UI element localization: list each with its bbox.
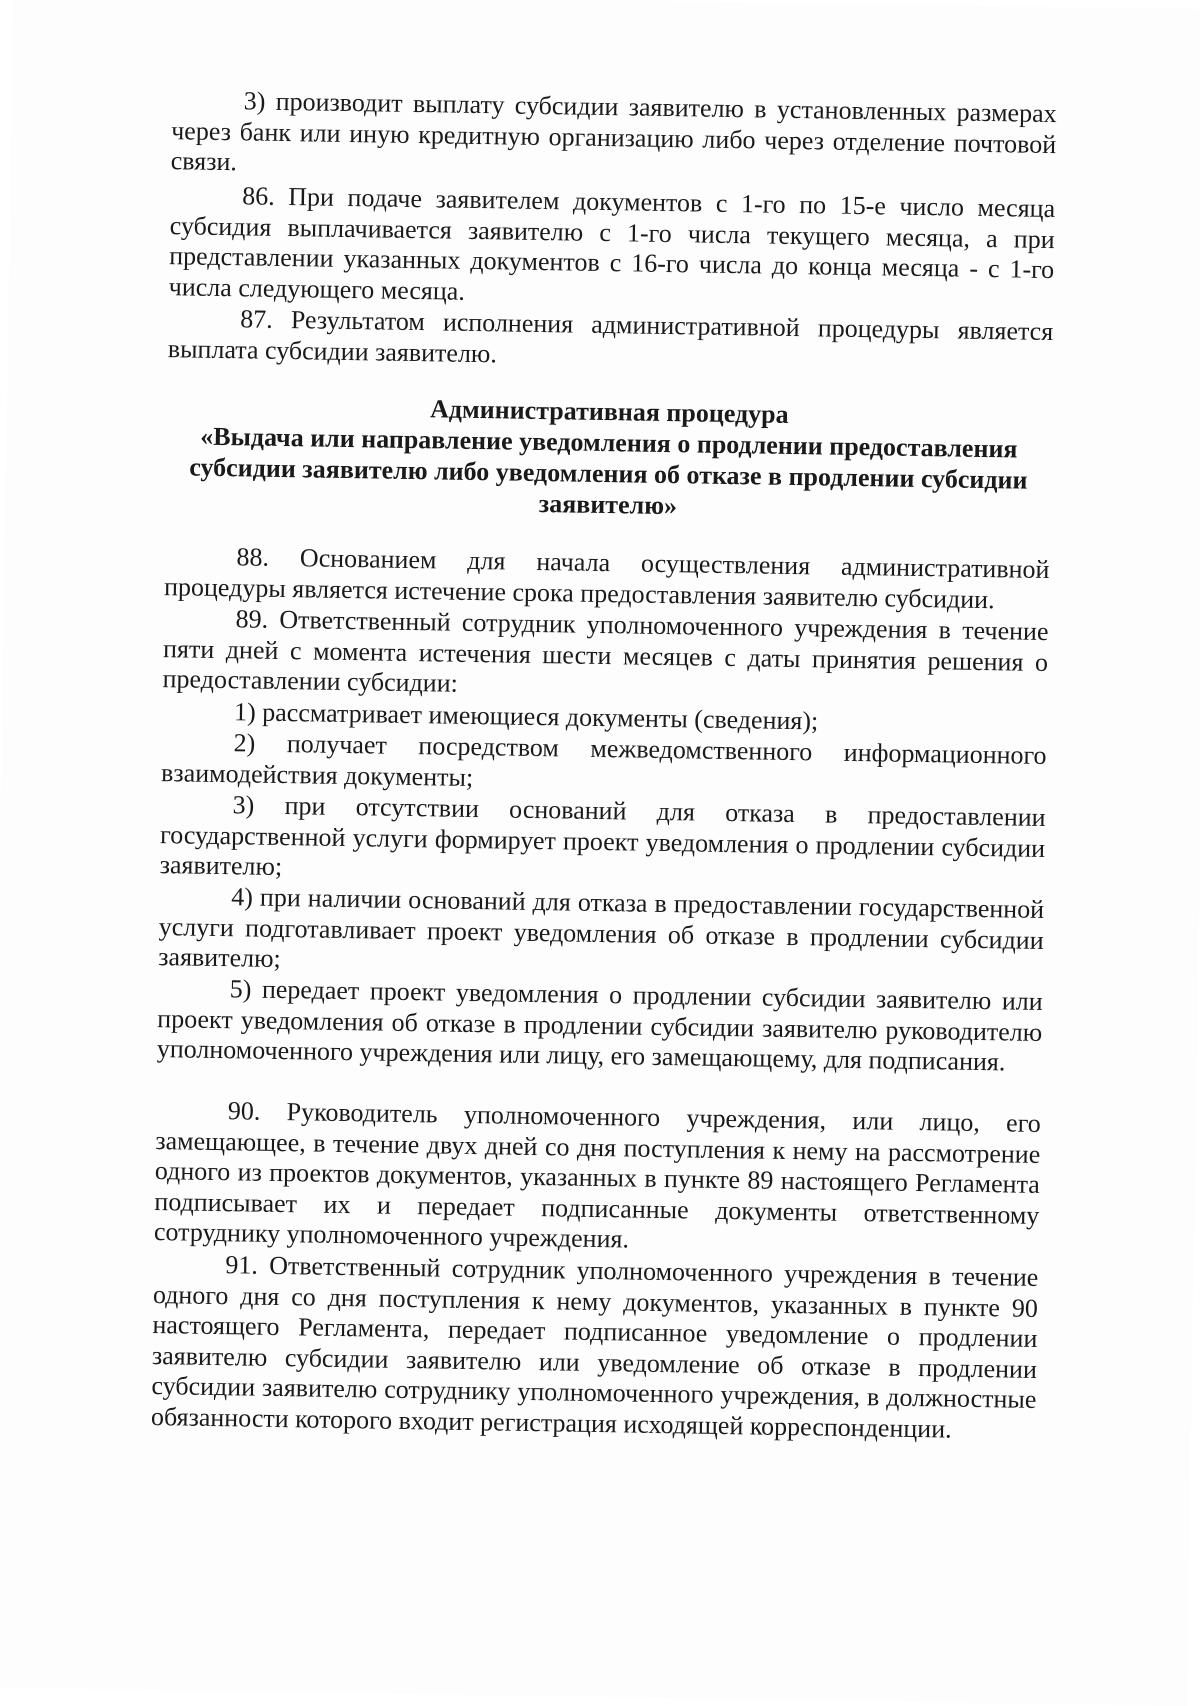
section-heading [165, 389, 1052, 527]
paragraph-89-item-5: 5) передает проект уведомления о продлении субсидии заявителю или проект уведомления об отказе в продлении субсидии заявителю руководителю уполномоченного учреждения или лицу, его замещающему, для подписания. [156, 974, 1043, 1077]
heading-line-3: субсидии заявителю либо уведомления об отказе в продлении субсидии [189, 452, 1028, 495]
paragraph-89-item-3: 3) при отсутствии оснований для отказа в предоставлении государственной услуги формирует проект уведомления о продлении субсидии заявителю; [159, 790, 1046, 882]
paragraph-91: 91. Ответственный сотрудник уполномоченного учреждения в течение одного дня со дня поступления к нему документов, указанных в пункте 90 настоящего Регламента, передает подписанное уведомление о продлении заявителю субсидии заявителю или уведомление об отказе в продлении субсидии заявителю сотруднику уполномоченного учреждения, в должностные обязанности которого входит регистрация исходящей корреспонденции. [150, 1250, 1039, 1444]
paragraph-90: 90. Руководитель уполномоченного учреждения, или лицо, его замещающее, в течение двух дней со дня поступления к нему на рассмотрение одного из проектов документов, указанных в пункте 89 настоящего Регламента подписывает их и передает подписанные документы ответственному сотруднику уполномоченного учреждения. [153, 1096, 1041, 1254]
paragraph-85-item-3: 3) производит выплату субсидии заявителю в установленных размерах через банк или иную кредитную организацию либо через отделение почтовой связи. [170, 86, 1057, 177]
heading-line-4: заявителю» [538, 488, 678, 521]
paragraph-86: 86. При подаче заявителем документов с 1-го по 15-е число месяца субсидия выплачивается заявителю с 1-го числа текущего месяца, а при представлении указанных документов с 16-го числа до конца месяца - с 1-го числа следующего месяца. [168, 181, 1056, 306]
paragraph-89-item-4: 4) при наличии оснований для отказа в предоставлении государственной услуги подготавливает проект уведомления об отказе в продлении субсидии заявителю; [158, 882, 1045, 973]
paragraph-87: 87. Результатом исполнения административной процедуры является выплата субсидии заявителю. [167, 304, 1054, 368]
paragraph-88: 88. Основанием для начала осуществления административной процедуры является истечение срока предоставления заявителю субсидии. [163, 542, 1050, 614]
heading-line-1: Административная процедура [429, 394, 789, 429]
paragraph-89-item-1: 1) рассматривает имеющиеся документы (сведения); [233, 697, 819, 736]
paragraph-89-item-2: 2) получает посредством межведомственного информационного взаимодействия документы; [160, 728, 1047, 792]
paragraph-89: 89. Ответственный сотрудник уполномоченного учреждения в течение пяти дней с момента истечения шести месяцев с даты принятия решения о предоставлении субсидии: [162, 604, 1049, 698]
heading-line-2: «Выдача или направление уведомления о продлении предоставления [200, 421, 1018, 464]
